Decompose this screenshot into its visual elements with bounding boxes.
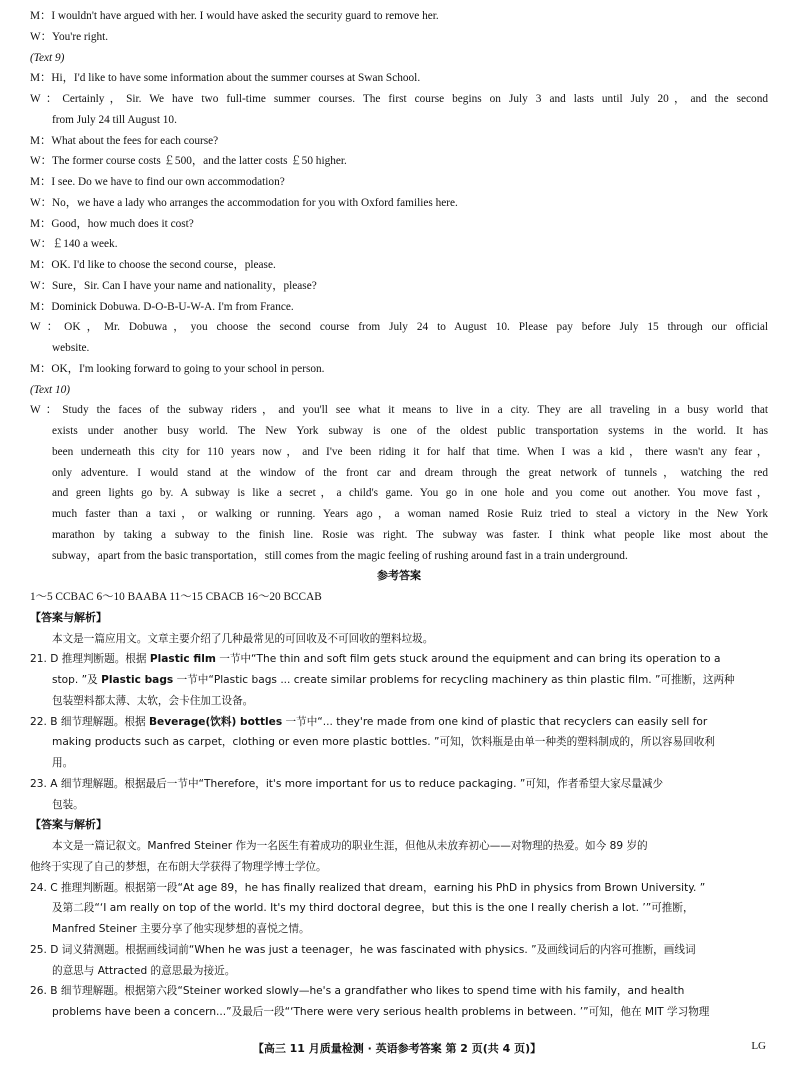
monologue-line: only adventure. I would stand at the window of the front car and dream through the great network of tunnels，watching the red — [52, 466, 768, 479]
explanation-line: 25. D 词义猜测题。根据画线词前“When he was just a teenager，he was fascinated with physics. ”及画线词后的内容可推断，画线词 — [30, 943, 696, 956]
dialogue-line: W：Certainly，Sir. We have two full-time summer courses. The first course begins on July 3 and lasts until July 20，and the second — [30, 93, 768, 105]
section-intro: 本文是一篇记叙文。Manfred Steiner 作为一名医生有着成功的职业生涯，但他从未放弃初心——对物理的热爱。如今 89 岁的 — [52, 840, 648, 852]
monologue-line: subway，apart from the basic transportation，still comes from the magic feeling of rushing around fast in a train underground. — [52, 549, 628, 562]
dialogue-line: W：Sure，Sir. Can I have your name and nationality，please? — [30, 279, 317, 292]
explanation-line: 用。 — [52, 757, 74, 769]
explanation-line: Manfred Steiner 主要分享了他实现梦想的喜悦之情。 — [52, 923, 310, 935]
dialogue-line: M：I wouldn't have argued with her. I would have asked the security guard to remove her. — [30, 10, 439, 22]
dialogue-line: website. — [52, 342, 90, 354]
section-intro: 本文是一篇应用文。文章主要介绍了几种最常见的可回收及不可回收的塑料垃圾。 — [52, 632, 434, 645]
footer-code: LG — [751, 1040, 766, 1052]
dialogue-line: W：￡140 a week. — [30, 238, 118, 251]
dialogue-line: from July 24 till August 10. — [52, 113, 177, 126]
section-header: 【答案与解析】 — [30, 610, 107, 624]
monologue-line: exists under another busy world. The New York subway is one of the oldest public transportation systems in the world. It has — [52, 425, 768, 437]
explanation-line: 23. A 细节理解题。根据最后一节中“Therefore，it's more important for us to reduce packaging. ”可知，作者希望大家尽量减少 — [30, 777, 664, 790]
page-footer: 【高三 11 月质量检测 · 英语参考答案 第 2 页(共 4 页)】 — [252, 1042, 542, 1055]
monologue-line: W：Study the faces of the subway riders，and you'll see what it means to live in a city. They are all traveling in a busy world that — [30, 404, 768, 417]
text-label: (Text 9) — [30, 51, 65, 64]
explanation-line: 包装塑料都太薄、太软，会卡住加工设备。 — [52, 694, 254, 707]
dialogue-line: W：The former course costs ￡500，and the latter costs ￡50 higher. — [30, 155, 347, 168]
monologue-line: and green lights go by. A subway is like a secret，a child's game. You go in one hole and you come out another. You move fast， — [52, 487, 768, 500]
explanation-line: 21. D 推理判断题。根据 Plastic film 一节中“The thin and soft film gets stuck around the equipment and can bring its operation to a — [30, 653, 721, 666]
dialogue-line: M：Good，how much does it cost? — [30, 217, 194, 230]
answer-keys: 1～5 CCBAC 6～10 BAABA 11～15 CBACB 16～20 BCCAB — [30, 591, 322, 603]
dialogue-line: M：Dominick Dobuwa. D-O-B-U-W-A. I'm from France. — [30, 300, 294, 313]
explanation-line: 的意思与 Attracted 的意思最为接近。 — [52, 964, 236, 977]
document-body — [30, 6, 768, 1023]
dialogue-line: M：What about the fees for each course? — [30, 134, 219, 147]
dialogue-line: M：OK，I'm looking forward to going to your school in person. — [30, 362, 325, 375]
dialogue-line: W：No，we have a lady who arranges the accommodation for you with Oxford families here. — [30, 196, 458, 209]
explanation-line: 及第二段“‘I am really on top of the world. It's my third doctoral degree，but this is the one I really cherish a lot. ’”可推断， — [52, 902, 694, 915]
monologue-line: marathon by taking a subway to the finish line. Rosie was right. The subway was faster. I think what people like most about the — [52, 528, 768, 541]
explanation-line: 包装。 — [52, 798, 84, 811]
monologue-line: much faster than a taxi，or walking or running. Years ago，a woman named Rosie Ruiz tried to steal a victory in the New York — [52, 508, 768, 520]
section-intro: 他终于实现了自己的梦想，在布朗大学获得了物理学博士学位。 — [30, 860, 327, 873]
text-label: (Text 10) — [30, 383, 71, 396]
dialogue-line: W：OK，Mr. Dobuwa，you choose the second course from July 24 to August 10. Please pay before July 15 through our official — [30, 321, 768, 334]
explanation-line: 26. B 细节理解题。根据第六段“Steiner worked slowly—he's a grandfather who likes to spend time with his family，and health — [30, 985, 685, 998]
dialogue-line: M：Hi，I'd like to have some information about the summer courses at Swan School. — [30, 72, 421, 85]
monologue-line: been underneath this city for 110 years now，and I've been riding it for half that time. When I was a kid，there wasn't any fear， — [52, 445, 768, 458]
dialogue-line: M：I see. Do we have to find our own accommodation? — [30, 176, 285, 188]
section-header: 【答案与解析】 — [30, 818, 107, 832]
explanation-line: making products such as carpet，clothing or even more plastic bottles. ”可知，饮料瓶是由单一种类的塑料制成的，所以容易回收利 — [52, 736, 715, 749]
dialogue-line: W：You're right. — [30, 30, 109, 43]
answers-title: 参考答案 — [377, 569, 421, 583]
explanation-line: stop. ”及 Plastic bags 一节中“Plastic bags ... create similar problems for recycling machinery as thin plastic film. ”可推断，这两种 — [52, 674, 735, 686]
dialogue-line: M：OK. I'd like to choose the second course，please. — [30, 259, 276, 271]
explanation-line: 24. C 推理判断题。根据第一段“At age 89，he has finally realized that dream，earning his PhD in physics from Brown University. ” — [30, 881, 706, 894]
explanation-line: 22. B 细节理解题。根据 Beverage(饮料) bottles 一节中“... they're made from one kind of plastic that recyclers can easily sell for — [30, 715, 708, 728]
explanation-line: problems have been a concern...”及最后一段“‘There were very serious health problems in between. ’”可知，他在 MIT 学习物理 — [52, 1006, 710, 1018]
